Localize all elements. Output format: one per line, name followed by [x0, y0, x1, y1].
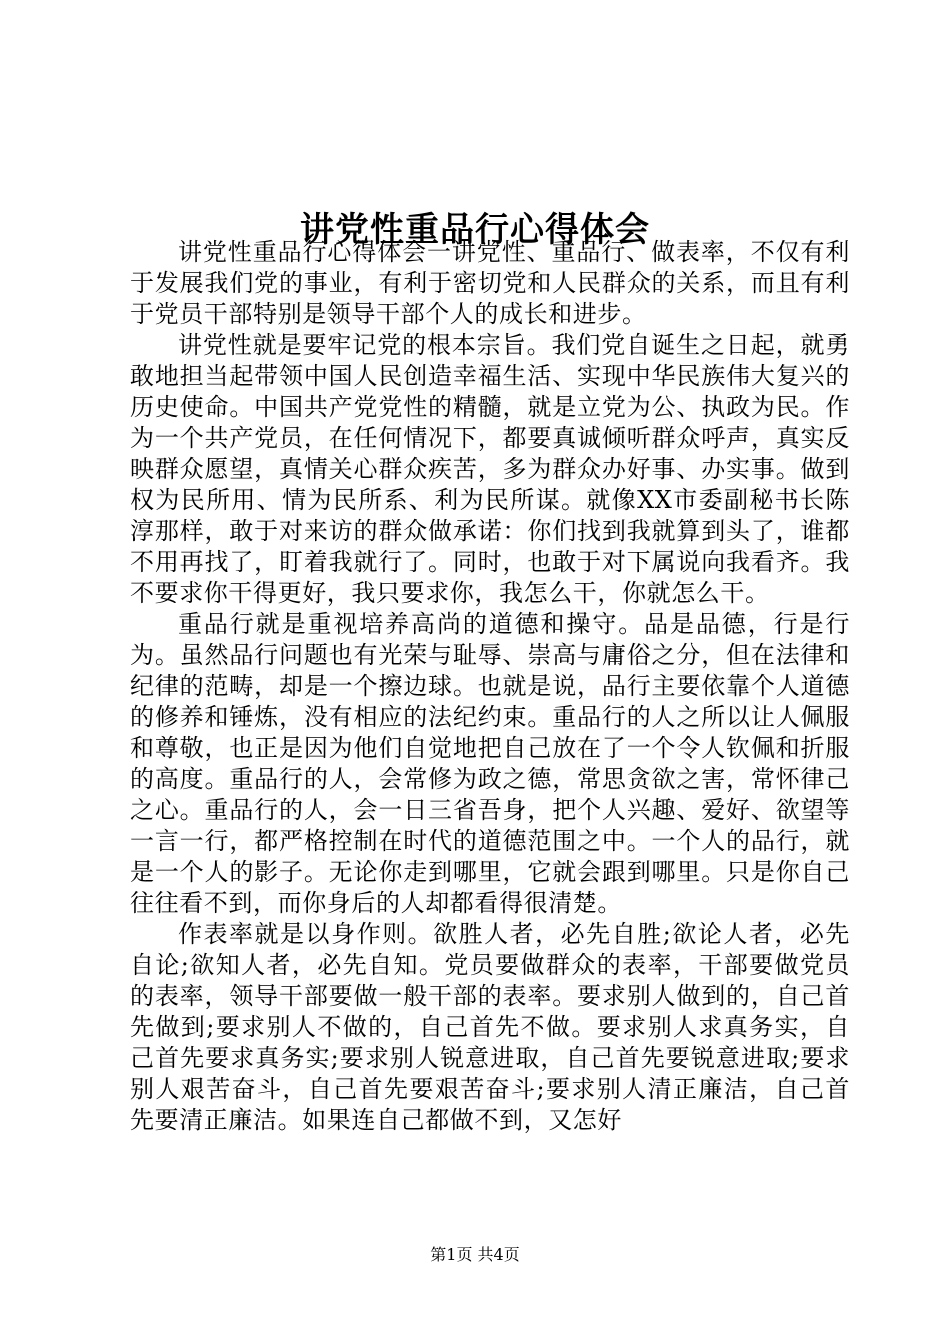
document-title: 讲党性重品行心得体会: [300, 209, 650, 250]
paragraph-party-spirit: 讲党性就是要牢记党的根本宗旨。我们党自诞生之日起，就勇敢地担当起带领中国人民创造幸福生活、实现中华民族伟大复兴的历史使命。中国共产党党性的精髓，就是立党为公、执政为民。作为一个共产党员，在任何情况下，都要真诚倾听群众呼声，真实反映群众愿望，真情关心群众疾苦，多为群众办好事、办实事。做到权为民所用、情为民所系、利为民所谋。就像XX市委副秘书长陈淳那样，敢于对来访的群众做承诺：你们找到我就算到头了，谁都不用再找了，盯着我就行了。同时，也敢于对下属说向我看齐。我不要求你干得更好，我只要求你，我怎么干，你就怎么干。: [130, 331, 850, 607]
document-body: [130, 237, 850, 1136]
paragraph-intro: 讲党性重品行心得体会一讲党性、重品行、做表率，不仅有利于发展我们党的事业，有利于密切党和人民群众的关系，而且有利于党员干部特别是领导干部个人的成长和进步。: [130, 238, 850, 328]
paragraph-role-model: 作表率就是以身作则。欲胜人者，必先自胜;欲论人者，必先自论;欲知人者，必先自知。党员要做群众的表率，干部要做党员的表率，领导干部要做一般干部的表率。要求别人做到的，自己首先做到;要求别人不做的，自己首先不做。要求别人求真务实，自己首先要求真务实;要求别人锐意进取，自己首先要锐意进取;要求别人艰苦奋斗，自己首先要艰苦奋斗;要求别人清正廉洁，自己首先要清正廉洁。如果连自己都做不到，又怎好: [130, 920, 850, 1134]
paragraph-moral-conduct: 重品行就是重视培养高尚的道德和操守。品是品德，行是行为。虽然品行问题也有光荣与耻辱、崇高与庸俗之分，但在法律和纪律的范畴，却是一个擦边球。也就是说，品行主要依靠个人道德的修养和锤炼，没有相应的法纪约束。重品行的人之所以让人佩服和尊敬，也正是因为他们自觉地把自己放在了一个令人钦佩和折服的高度。重品行的人，会常修为政之德，常思贪欲之害，常怀律己之心。重品行的人，会一日三省吾身，把个人兴趣、爱好、欲望等一言一行，都严格控制在时代的道德范围之中。一个人的品行，就是一个人的影子。无论你走到哪里，它就会跟到哪里。只是你自己往往看不到，而你身后的人却都看得很清楚。: [130, 610, 850, 917]
page-number-footer: 第1页 共4页: [430, 1245, 520, 1264]
